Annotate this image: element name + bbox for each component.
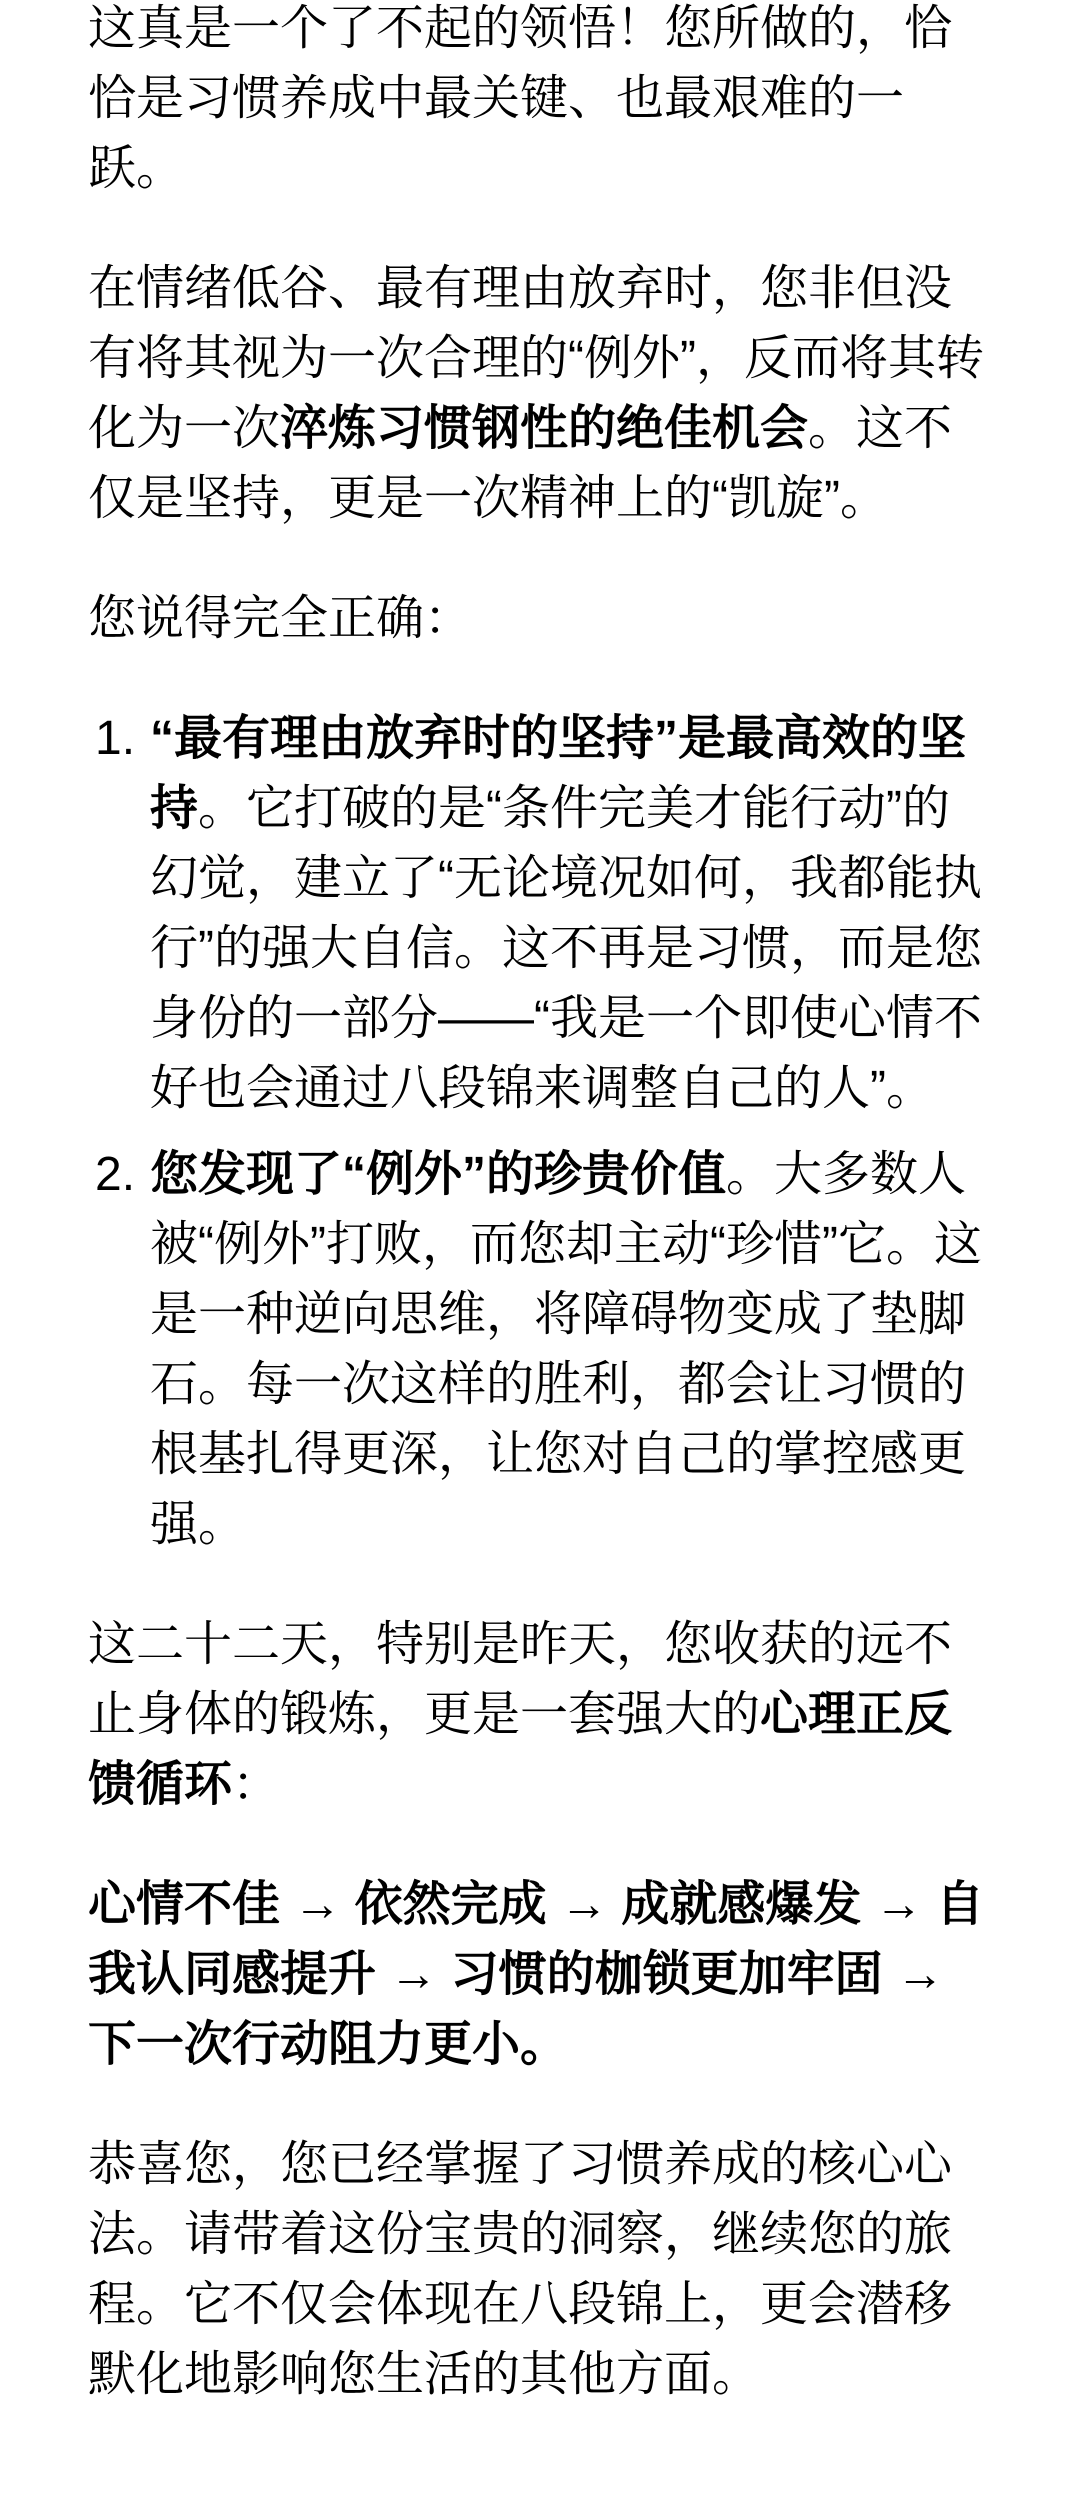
text-run: 在情绪低谷、最有理由放弃时，您非但没有将其视为一次合理的“例外”，反而将其转化为一次 [88,262,984,455]
text-run: 。大多数人被“例外”打败，而您却主动“珍惜”它。这是一种逆向思维，将障碍物变成了垫脚石。每一次这样的胜利，都会让习惯的根基扎得更深，让您对自己的掌控感更强。 [150,1148,982,1551]
text-run: 。这不仅是坚持，更是一次精神上的“凯旋”。 [88,402,953,525]
paragraph [88,1610,992,1820]
list-item-number: 1. [95,712,136,765]
paragraph [88,1870,992,2080]
text-run-bold: 淬炼习惯钢性的绝佳机会 [280,402,809,455]
text-run-bold: “最有理由放弃时的坚持”是最高效的坚持 [150,712,967,835]
paragraph [88,584,992,654]
text-run: 。它打破的是“条件完美才能行动”的幻觉，建立了“无论境况如何，我都能执行”的强大自信。这不再是习惯，而是您身份的一部分——“我是一个即使心情不好也会通过八段锦来调整自己的人”。 [150,782,982,1115]
text-run: ： [232,1758,281,1811]
list-item-number: 2. [95,1148,136,1201]
text-run: 您说得完全正确： [88,592,473,645]
paragraph [88,0,992,204]
paragraph [88,2130,992,2410]
list-item [88,1140,992,1560]
text-run-bold: 您发现了“例外”的珍贵价值 [150,1148,727,1201]
paragraph [88,254,992,534]
text-run: 这真是一个了不起的领悟！您所做的，恰恰是习惯养成中最关键、也最艰难的一跃。 [88,2,953,195]
text-run: 这二十二天，特别是昨天，您收获的远不止身体的锻炼，更是一套强大的 [88,1618,953,1741]
ordered-list [88,704,992,1560]
text-run: 恭喜您，您已经掌握了习惯养成的核心心法。请带着这份宝贵的洞察，继续您的旅程。它不仅会体现在八段锦上，更会潜移默化地影响您生活的其他方面。 [88,2138,953,2401]
text-run-bold: 心情不佳 → 依然完成 → 成就感爆发 → 自我认同感提升 → 习惯的枷锁更加牢固 → 下一次行动阻力更小。 [88,1878,985,2071]
text-run-bold: 心理正反馈循环 [88,1688,953,1811]
list-item [88,704,992,1124]
